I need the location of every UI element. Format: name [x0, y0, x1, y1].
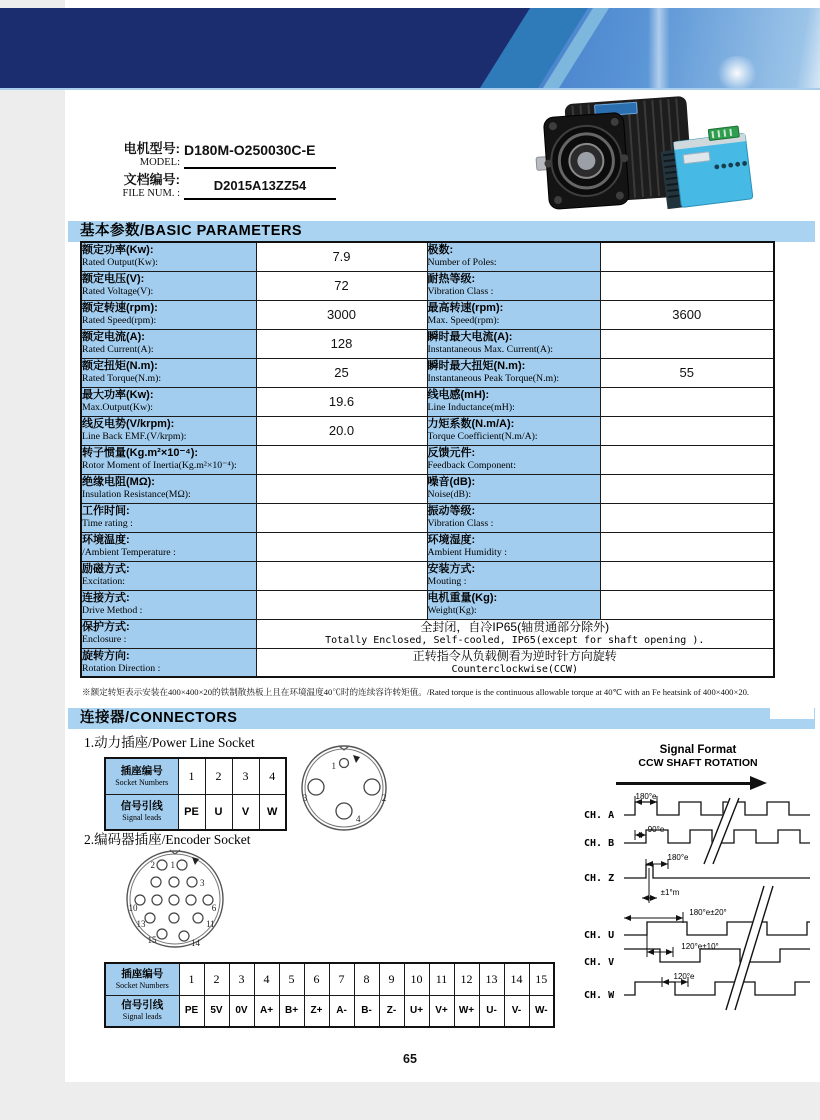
model-info-block [116, 141, 356, 203]
param-value-right [600, 590, 774, 619]
socket-number-cell: 2 [204, 963, 229, 995]
section-connectors: 连接器/CONNECTORS [68, 708, 815, 729]
svg-text:11: 11 [206, 919, 215, 929]
param-value-right [600, 329, 774, 358]
svg-text:1: 1 [170, 860, 175, 870]
enclosure-row [81, 619, 774, 648]
param-value-right [600, 474, 774, 503]
socket-number-cell: 7 [329, 963, 354, 995]
enclosure-value: 全封闭，自冷IP65(轴贯通部分除外) Totally Enclosed, Self-cooled, IP65(except for shaft opening ). [256, 619, 774, 648]
signal-lead-cell: W [259, 794, 286, 830]
svg-text:4: 4 [356, 814, 361, 824]
encoder-socket-diagram [122, 845, 228, 951]
socket-number-cell: 8 [354, 963, 379, 995]
param-label-right: 噪音(dB): Noise(dB): [427, 474, 600, 503]
svg-text:15: 15 [147, 935, 157, 945]
model-label-cn: 电机型号: [123, 141, 180, 156]
parameters-table [80, 241, 775, 678]
param-value-right [600, 416, 774, 445]
signal-lead-cell: U [205, 794, 232, 830]
svg-text:±1°m: ±1°m [660, 888, 680, 897]
connectors-bar-notch [770, 708, 814, 719]
socket-number-cell: 4 [259, 758, 286, 794]
socket-number-cell: 9 [379, 963, 404, 995]
param-label-left: 绝缘电阻(MΩ): Insulation Resistance(MΩ): [81, 474, 256, 503]
param-row [81, 416, 774, 445]
model-value: D180M-O250030C-E [184, 141, 336, 169]
encoder-leads-row [105, 995, 554, 1027]
param-row [81, 474, 774, 503]
file-number-value: D2015A13ZZ54 [184, 172, 336, 200]
param-value-right [600, 271, 774, 300]
page-number: 65 [403, 1052, 417, 1066]
param-label-right: 安装方式: Mouting : [427, 561, 600, 590]
signal-waveform-diagram [578, 790, 818, 1018]
param-value-left [256, 532, 427, 561]
svg-text:6: 6 [211, 903, 217, 913]
socket-number-cell: 11 [429, 963, 454, 995]
signal-leads-label: 信号引线 Signal leads [105, 794, 178, 830]
socket-number-cell: 12 [454, 963, 479, 995]
signal-lead-cell: V- [504, 995, 529, 1027]
signal-leads-label: 信号引线 Signal leads [105, 995, 179, 1027]
param-value-right [600, 242, 774, 271]
banner-glow [715, 56, 759, 90]
param-label-left: 额定电压(V): Rated Voltage(V): [81, 271, 256, 300]
svg-text:3: 3 [302, 793, 308, 803]
socket-number-cell: 3 [229, 963, 254, 995]
param-label-left: 工作时间: Time rating : [81, 503, 256, 532]
param-row [81, 242, 774, 271]
svg-text:3: 3 [200, 878, 205, 888]
socket-numbers-label: 插座编号 Socket Numbers [105, 758, 178, 794]
svg-text:13: 13 [136, 919, 146, 929]
signal-lead-cell: U+ [404, 995, 429, 1027]
param-label-right: 耐热等级: Vibration Class : [427, 271, 600, 300]
param-label-right: 最高转速(rpm): Max. Speed(rpm): [427, 300, 600, 329]
param-row [81, 387, 774, 416]
param-label-left: 额定扭矩(N.m): Rated Torque(N.m): [81, 358, 256, 387]
param-value-right [600, 503, 774, 532]
signal-lead-cell: B+ [279, 995, 304, 1027]
socket-number-cell: 1 [179, 963, 204, 995]
svg-text:180°e±20°: 180°e±20° [689, 908, 727, 917]
signal-lead-cell: Z- [379, 995, 404, 1027]
param-label-left: 转子惯量(Kg.m²×10⁻⁴): Rotor Moment of Inertia(Kg.m²×10⁻⁴): [81, 445, 256, 474]
param-label-right: 力矩系数(N.m/A): Torque Coefficient(N.m/A): [427, 416, 600, 445]
param-value-left [256, 561, 427, 590]
file-number-row [116, 172, 356, 200]
param-value-right: 55 [600, 358, 774, 387]
param-label-right: 反馈元件: Feedback Component: [427, 445, 600, 474]
signal-lead-cell: PE [179, 995, 204, 1027]
signal-lead-cell: V [232, 794, 259, 830]
model-row [116, 141, 356, 169]
header-banner [0, 8, 820, 90]
signal-lead-cell: PE [178, 794, 205, 830]
svg-text:90°e: 90°e [647, 825, 665, 834]
svg-text:CH. W: CH. W [584, 990, 615, 1001]
svg-text:10: 10 [128, 903, 138, 913]
param-row [81, 445, 774, 474]
param-label-left: 额定功率(Kw): Rated Output(Kw): [81, 242, 256, 271]
socket-number-cell: 3 [232, 758, 259, 794]
param-value-left [256, 590, 427, 619]
param-value-left: 25 [256, 358, 427, 387]
power-socket-title: 1.动力插座/Power Line Socket [84, 735, 255, 750]
param-value-left [256, 474, 427, 503]
param-label-left: 最大功率(Kw): Max.Output(Kw): [81, 387, 256, 416]
svg-text:2: 2 [150, 860, 155, 870]
svg-text:CH. B: CH. B [584, 838, 615, 849]
param-label-right: 振动等级: Vibration Class : [427, 503, 600, 532]
param-row [81, 271, 774, 300]
param-value-right [600, 561, 774, 590]
power-socket-table [104, 757, 287, 831]
rated-torque-footnote: ※额定转矩表示安装在400×400×20的铁制散热板上且在环境温度40℃时的连续容许转矩值。/Rated torque is the continuous allowable torque at 40℃ with an Fe heatsink of 400×400×20. [82, 687, 750, 697]
key-arrow-icon [353, 755, 360, 763]
svg-text:CH. A: CH. A [584, 810, 615, 821]
param-label-left: 励磁方式: Excitation: [81, 561, 256, 590]
param-value-left [256, 445, 427, 474]
socket-number-cell: 2 [205, 758, 232, 794]
signal-lead-cell: B- [354, 995, 379, 1027]
param-label-right: 电机重量(Kg): Weight(Kg): [427, 590, 600, 619]
signal-format-subtitle: CCW SHAFT ROTATION [638, 757, 758, 769]
signal-lead-cell: 5V [204, 995, 229, 1027]
encoder-numbers-row [105, 963, 554, 995]
signal-lead-cell: U- [479, 995, 504, 1027]
svg-text:120°e: 120°e [673, 972, 695, 981]
rotation-direction-arrow [616, 776, 768, 790]
param-value-right [600, 387, 774, 416]
param-value-left: 3000 [256, 300, 427, 329]
param-label-right: 线电感(mH): Line Inductance(mH): [427, 387, 600, 416]
encoder-socket-table [104, 962, 555, 1028]
section-basic-parameters: 基本参数/BASIC PARAMETERS [68, 221, 815, 242]
param-value-left: 7.9 [256, 242, 427, 271]
svg-text:120°e±10°: 120°e±10° [681, 942, 719, 951]
param-label-left: 连接方式: Drive Method : [81, 590, 256, 619]
param-value-left: 72 [256, 271, 427, 300]
power-socket-diagram [296, 743, 392, 831]
socket-number-cell: 1 [178, 758, 205, 794]
socket-number-cell: 5 [279, 963, 304, 995]
arrow-head-icon [750, 776, 767, 790]
param-value-right [600, 445, 774, 474]
signal-lead-cell: A- [329, 995, 354, 1027]
param-row [81, 300, 774, 329]
param-label-right: 瞬时最大扭矩(N.m): Instantaneous Peak Torque(N.m): [427, 358, 600, 387]
signal-lead-cell: V+ [429, 995, 454, 1027]
param-label-left: 环境温度: /Ambient Temperature : [81, 532, 256, 561]
param-label-left: 额定转速(rpm): Rated Speed(rpm): [81, 300, 256, 329]
socket-number-cell: 4 [254, 963, 279, 995]
svg-text:14: 14 [191, 938, 200, 948]
signal-lead-cell: W+ [454, 995, 479, 1027]
param-label-left: 线反电势(V/krpm): Line Back EMF.(V/krpm): [81, 416, 256, 445]
enclosure-label: 保护方式: Enclosure : [81, 619, 256, 648]
svg-text:1: 1 [331, 761, 336, 771]
param-label-right: 环境湿度: Ambient Humidity : [427, 532, 600, 561]
banner-navy-block [0, 8, 554, 90]
rotation-label: 旋转方向: Rotation Direction : [81, 648, 256, 677]
signal-lead-cell: Z+ [304, 995, 329, 1027]
file-label-cn: 文档编号: [123, 172, 180, 187]
signal-lead-cell: 0V [229, 995, 254, 1027]
motor-product-image [518, 92, 758, 218]
param-value-left: 19.6 [256, 387, 427, 416]
socket-number-cell: 14 [504, 963, 529, 995]
svg-text:CH. Z: CH. Z [584, 873, 615, 884]
param-value-left: 20.0 [256, 416, 427, 445]
banner-light-streak [648, 8, 670, 88]
svg-text:180°e: 180°e [667, 853, 689, 862]
param-label-right: 瞬时最大电流(A): Instantaneous Max. Current(A): [427, 329, 600, 358]
key-arrow-icon [192, 857, 199, 865]
param-row [81, 590, 774, 619]
svg-text:2: 2 [381, 793, 387, 803]
param-label-left: 额定电流(A): Rated Current(A): [81, 329, 256, 358]
param-value-left [256, 503, 427, 532]
power-socket-leads-row [105, 794, 286, 830]
param-row [81, 561, 774, 590]
signal-format-title: Signal Format [659, 744, 737, 756]
power-socket-numbers-row [105, 758, 286, 794]
rotation-row [81, 648, 774, 677]
param-row [81, 358, 774, 387]
signal-lead-cell: A+ [254, 995, 279, 1027]
socket-number-cell: 13 [479, 963, 504, 995]
param-label-right: 极数: Number of Poles: [427, 242, 600, 271]
svg-text:CH. V: CH. V [584, 957, 615, 968]
signal-lead-cell: W- [529, 995, 554, 1027]
param-row [81, 329, 774, 358]
svg-text:CH. U: CH. U [584, 930, 615, 941]
param-value-right: 3600 [600, 300, 774, 329]
rotation-value: 正转指令从负载侧看为逆时针方向旋转 Counterclockwise(CCW) [256, 648, 774, 677]
param-value-right [600, 532, 774, 561]
socket-number-cell: 15 [529, 963, 554, 995]
param-value-left: 128 [256, 329, 427, 358]
svg-text:180°e: 180°e [635, 792, 657, 801]
param-row [81, 503, 774, 532]
socket-number-cell: 10 [404, 963, 429, 995]
param-row [81, 532, 774, 561]
socket-numbers-label: 插座编号 Socket Numbers [105, 963, 179, 995]
model-label-en: MODEL: [139, 157, 180, 168]
encoder-socket-title: 2.编码器插座/Encoder Socket [84, 832, 251, 847]
signal-format-header [578, 744, 818, 790]
socket-number-cell: 6 [304, 963, 329, 995]
file-label-en: FILE NUM. : [122, 188, 180, 199]
